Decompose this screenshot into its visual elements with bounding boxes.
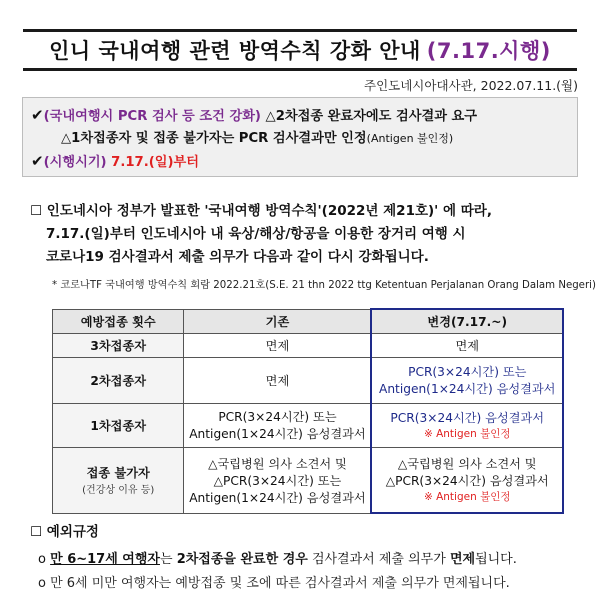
cell-text: 면제 (455, 338, 479, 353)
cell-line: △PCR(3×24시간) 또는 (213, 473, 342, 488)
section-exceptions-title (30, 520, 99, 540)
main-paragraph (30, 200, 575, 269)
cell-line: Antigen(1×24시간) 음성결과서 (189, 490, 366, 505)
vaccination-requirements-table (52, 308, 564, 514)
notice-line-2 (31, 128, 569, 150)
notice-line1-black: △2차접종 완료자에도 검사결과 요구 (260, 109, 477, 124)
para-line-2: 7.17.(일)부터 인도네시아 내 육상/해상/항공을 이용한 장거리 여행 시 (46, 226, 466, 242)
cell-warning: ※ Antigen 불인정 (423, 491, 511, 504)
title-accent: (7.17.시행) (426, 39, 551, 63)
cell-changed (371, 333, 563, 357)
cell-previous (184, 403, 372, 447)
row-label-main: 접종 불가자 (86, 466, 150, 480)
row-label-sub: (건강상 이유 등) (82, 485, 155, 496)
cell-changed (371, 447, 563, 513)
para-line1-text: 인도네시아 정부가 발표한 '국내여행 방역수칙'(2022년 제21호)' 에 따라, (42, 203, 492, 219)
cell-line: PCR(3×24시간) 또는 (218, 410, 337, 424)
cell-changed (371, 403, 563, 447)
bullet-condition: 2차접종을 완료한 경우 (176, 552, 308, 567)
exception-bullet (38, 548, 517, 567)
table-row (53, 403, 564, 447)
cell-previous (184, 447, 372, 513)
bullet-text: 됩니다. (475, 552, 517, 567)
section2-title-text: 예외규정 (42, 524, 99, 540)
notice-line2-prefix: △1차접종자 및 접종 불가자는 PCR 검사결과만 인정 (61, 131, 367, 146)
cell-line: △국립병원 의사 소견서 및 (397, 457, 537, 472)
para-line-1 (30, 200, 575, 223)
bullet-subject: 만 6~17세 여행자 (50, 552, 160, 567)
row-label: 2차접종자 (53, 357, 184, 403)
notice-line-1 (31, 104, 569, 128)
notice-line-3 (31, 150, 569, 174)
row-label: 1차접종자 (53, 403, 184, 447)
header-changed: 변경(7.17.~) (371, 309, 563, 333)
cell-previous: 면제 (184, 357, 372, 403)
table-row (53, 357, 564, 403)
header-vaccination-count: 예방접종 횟수 (53, 309, 184, 333)
title-main: 인니 국내여행 관련 방역수칙 강화 안내 (49, 39, 421, 63)
bullet-exempt: 면제 (449, 552, 476, 567)
row-label: 3차접종자 (53, 333, 184, 357)
checkbox-square-icon: ☐ (30, 203, 43, 219)
cell-warning: ※ Antigen 불인정 (423, 428, 511, 440)
row-label (53, 447, 184, 513)
dateline: 주인도네시아대사관, 2022.07.11.(월) (364, 78, 578, 93)
bullet-text: 는 (159, 552, 177, 567)
cell-changed (371, 357, 563, 403)
bullet-text: 검사결과서 제출 의무가 (307, 552, 450, 567)
check-icon: ✔ (31, 152, 44, 170)
header-previous: 기존 (184, 309, 372, 333)
document-title (23, 29, 577, 71)
cell-line: Antigen(1×24시간) 음성결과서 (379, 382, 556, 396)
table-header-row (53, 309, 564, 333)
table-row (53, 447, 564, 513)
cell-line: Antigen(1×24시간) 음성결과서 (189, 427, 366, 441)
table-row (53, 333, 564, 357)
notice-line3-red: 7.17.(일)부터 (106, 155, 200, 170)
check-icon: ✔ (31, 106, 44, 124)
notice-line2-small: (Antigen 불인정) (366, 132, 454, 145)
footnote: * 코로나TF 국내여행 방역수칙 회람 2022.21호(S.E. 21 thn 2022 ttg Ketentuan Perjalanan Orang Dalam Negeri) (52, 280, 596, 291)
cell-line: △PCR(3×24시간) 음성결과서 (385, 474, 549, 489)
cell-previous: 면제 (184, 333, 372, 357)
cell-line: PCR(3×24시간) 또는 (408, 365, 527, 379)
notice-box (22, 97, 578, 177)
para-line-3: 코로나19 검사결과서 제출 의무가 다음과 같이 다시 강화됩니다. (46, 249, 429, 265)
checkbox-square-icon: ☐ (30, 524, 43, 540)
bullet-mark: o (38, 552, 46, 567)
exception-bullet-cut: o 만 6세 미만 여행자는 예방접종 및 조에 따른 검사결과서 제출 의무가 면제됩니다. (38, 576, 510, 591)
notice-line3-purple: (시행시기) (43, 155, 107, 170)
notice-line1-purple: (국내여행시 PCR 검사 등 조건 강화) (43, 109, 261, 124)
cell-line: △국립병원 의사 소견서 및 (208, 456, 347, 471)
cell-line: PCR(3×24시간) 음성결과서 (390, 411, 545, 425)
